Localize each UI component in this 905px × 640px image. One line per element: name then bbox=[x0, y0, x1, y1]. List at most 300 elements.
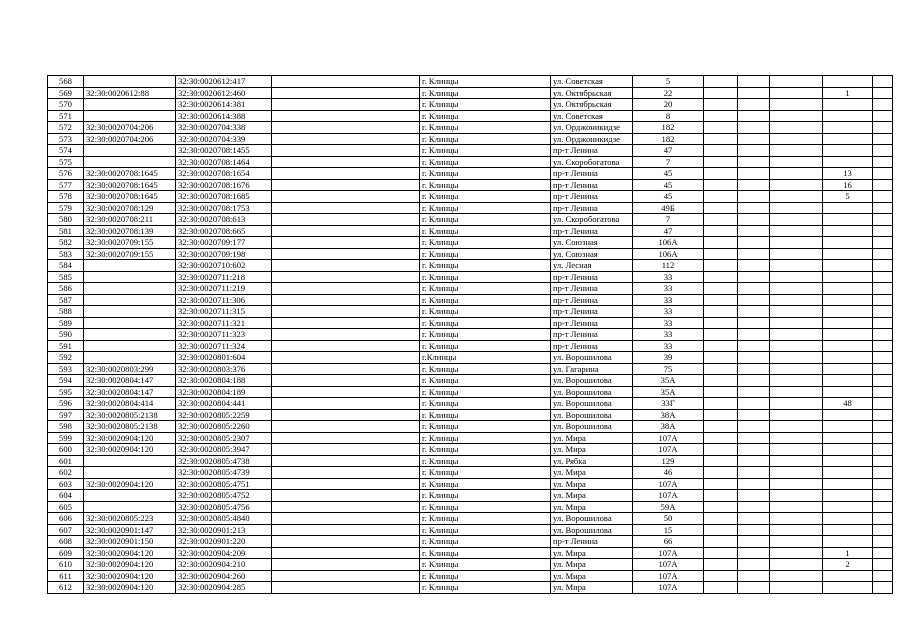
apartment-number-cell bbox=[823, 145, 873, 157]
blank-cell-cell bbox=[873, 329, 893, 341]
apartment-number-cell bbox=[823, 214, 873, 226]
city-cell: г. Клинцы bbox=[420, 237, 551, 249]
blank-cell-cell bbox=[770, 179, 823, 191]
street-cell: ул. Ворошилова bbox=[551, 398, 633, 410]
blank-cell-cell bbox=[873, 352, 893, 364]
blank-cell-cell bbox=[272, 444, 420, 456]
parent-cadastral-number-cell: 32:30:0020612:88 bbox=[84, 87, 176, 99]
city-cell: г.Клинцы bbox=[420, 352, 551, 364]
blank-cell-cell bbox=[770, 168, 823, 180]
blank-cell-cell bbox=[272, 145, 420, 157]
house-number-cell: 107А bbox=[633, 570, 704, 582]
table-row bbox=[48, 409, 893, 421]
blank-cell-cell bbox=[704, 501, 738, 513]
blank-cell-cell bbox=[272, 306, 420, 318]
blank-cell-cell bbox=[272, 168, 420, 180]
house-number-cell: 35А bbox=[633, 375, 704, 387]
blank-cell-cell bbox=[738, 87, 770, 99]
house-number-cell: 47 bbox=[633, 145, 704, 157]
house-number-cell: 20 bbox=[633, 99, 704, 111]
apartment-number-cell bbox=[823, 444, 873, 456]
city-cell: г. Клинцы bbox=[420, 110, 551, 122]
city-cell: г. Клинцы bbox=[420, 191, 551, 203]
street-cell: ул. Орджоникидзе bbox=[551, 133, 633, 145]
city-cell: г. Клинцы bbox=[420, 536, 551, 548]
street-cell: пр-т Ленина bbox=[551, 306, 633, 318]
parent-cadastral-number-cell bbox=[84, 99, 176, 111]
blank-cell-cell bbox=[738, 133, 770, 145]
table-row bbox=[48, 99, 893, 111]
blank-cell-cell bbox=[770, 524, 823, 536]
street-cell: ул. Гагарина bbox=[551, 363, 633, 375]
parent-cadastral-number-cell bbox=[84, 317, 176, 329]
row-number-cell: 582 bbox=[48, 237, 84, 249]
blank-cell-cell bbox=[738, 225, 770, 237]
cadastral-number-cell: 32:30:0020803:376 bbox=[176, 363, 272, 375]
blank-cell-cell bbox=[704, 398, 738, 410]
parent-cadastral-number-cell: 32:30:0020708:139 bbox=[84, 225, 176, 237]
cadastral-number-cell: 32:30:0020711:324 bbox=[176, 340, 272, 352]
apartment-number-cell bbox=[823, 490, 873, 502]
street-cell: ул. Ворошилова bbox=[551, 409, 633, 421]
row-number-cell: 606 bbox=[48, 513, 84, 525]
blank-cell-cell bbox=[873, 248, 893, 260]
city-cell: г. Клинцы bbox=[420, 145, 551, 157]
parent-cadastral-number-cell bbox=[84, 283, 176, 295]
blank-cell-cell bbox=[704, 202, 738, 214]
apartment-number-cell bbox=[823, 225, 873, 237]
table-row bbox=[48, 559, 893, 571]
blank-cell-cell bbox=[704, 559, 738, 571]
parent-cadastral-number-cell bbox=[84, 110, 176, 122]
house-number-cell: 15 bbox=[633, 524, 704, 536]
blank-cell-cell bbox=[770, 478, 823, 490]
parent-cadastral-number-cell: 32:30:0020708:211 bbox=[84, 214, 176, 226]
blank-cell-cell bbox=[770, 444, 823, 456]
house-number-cell: 50 bbox=[633, 513, 704, 525]
city-cell: г. Клинцы bbox=[420, 133, 551, 145]
street-cell: ул. Скоробогатова bbox=[551, 156, 633, 168]
house-number-cell: 112 bbox=[633, 260, 704, 272]
cadastral-number-cell: 32:30:0020711:321 bbox=[176, 317, 272, 329]
registry-table bbox=[47, 75, 893, 594]
table-row bbox=[48, 478, 893, 490]
street-cell: ул. Скоробогатова bbox=[551, 214, 633, 226]
table-row bbox=[48, 179, 893, 191]
cadastral-number-cell: 32:30:0020904:210 bbox=[176, 559, 272, 571]
table-row bbox=[48, 168, 893, 180]
blank-cell-cell bbox=[873, 283, 893, 295]
blank-cell-cell bbox=[272, 317, 420, 329]
blank-cell-cell bbox=[770, 202, 823, 214]
house-number-cell: 107А bbox=[633, 547, 704, 559]
blank-cell-cell bbox=[704, 191, 738, 203]
row-number-cell: 597 bbox=[48, 409, 84, 421]
blank-cell-cell bbox=[738, 179, 770, 191]
blank-cell-cell bbox=[738, 260, 770, 272]
table-row bbox=[48, 271, 893, 283]
parent-cadastral-number-cell bbox=[84, 156, 176, 168]
row-number-cell: 568 bbox=[48, 76, 84, 88]
apartment-number-cell: 2 bbox=[823, 559, 873, 571]
blank-cell-cell bbox=[272, 513, 420, 525]
blank-cell-cell bbox=[272, 202, 420, 214]
blank-cell-cell bbox=[873, 409, 893, 421]
apartment-number-cell: 1 bbox=[823, 547, 873, 559]
house-number-cell: 182 bbox=[633, 122, 704, 134]
blank-cell-cell bbox=[704, 547, 738, 559]
apartment-number-cell bbox=[823, 110, 873, 122]
row-number-cell: 595 bbox=[48, 386, 84, 398]
city-cell: г. Клинцы bbox=[420, 306, 551, 318]
blank-cell-cell bbox=[272, 455, 420, 467]
apartment-number-cell bbox=[823, 501, 873, 513]
cadastral-number-cell: 32:30:0020709:177 bbox=[176, 237, 272, 249]
apartment-number-cell bbox=[823, 467, 873, 479]
blank-cell-cell bbox=[704, 110, 738, 122]
house-number-cell: 106А bbox=[633, 237, 704, 249]
city-cell: г. Клинцы bbox=[420, 156, 551, 168]
parent-cadastral-number-cell bbox=[84, 76, 176, 88]
blank-cell-cell bbox=[738, 306, 770, 318]
apartment-number-cell bbox=[823, 340, 873, 352]
apartment-number-cell bbox=[823, 99, 873, 111]
blank-cell-cell bbox=[770, 317, 823, 329]
table-row bbox=[48, 145, 893, 157]
row-number-cell: 573 bbox=[48, 133, 84, 145]
row-number-cell: 594 bbox=[48, 375, 84, 387]
blank-cell-cell bbox=[272, 490, 420, 502]
table-row bbox=[48, 340, 893, 352]
row-number-cell: 586 bbox=[48, 283, 84, 295]
apartment-number-cell bbox=[823, 409, 873, 421]
row-number-cell: 585 bbox=[48, 271, 84, 283]
cadastral-number-cell: 32:30:0020704:339 bbox=[176, 133, 272, 145]
blank-cell-cell bbox=[770, 421, 823, 433]
city-cell: г. Клинцы bbox=[420, 214, 551, 226]
row-number-cell: 570 bbox=[48, 99, 84, 111]
blank-cell-cell bbox=[704, 432, 738, 444]
street-cell: ул. Советская bbox=[551, 110, 633, 122]
house-number-cell: 182 bbox=[633, 133, 704, 145]
blank-cell-cell bbox=[873, 524, 893, 536]
table-row bbox=[48, 582, 893, 594]
blank-cell-cell bbox=[873, 110, 893, 122]
blank-cell-cell bbox=[770, 329, 823, 341]
blank-cell-cell bbox=[873, 536, 893, 548]
row-number-cell: 572 bbox=[48, 122, 84, 134]
blank-cell-cell bbox=[873, 87, 893, 99]
blank-cell-cell bbox=[738, 432, 770, 444]
apartment-number-cell bbox=[823, 133, 873, 145]
table-row bbox=[48, 283, 893, 295]
parent-cadastral-number-cell: 32:30:0020704:206 bbox=[84, 133, 176, 145]
row-number-cell: 610 bbox=[48, 559, 84, 571]
blank-cell-cell bbox=[770, 191, 823, 203]
blank-cell-cell bbox=[738, 501, 770, 513]
blank-cell-cell bbox=[272, 421, 420, 433]
cadastral-number-cell: 32:30:0020708:1455 bbox=[176, 145, 272, 157]
street-cell: пр-т Ленина bbox=[551, 536, 633, 548]
cadastral-number-cell: 32:30:0020708:1753 bbox=[176, 202, 272, 214]
street-cell: пр-т Ленина bbox=[551, 317, 633, 329]
parent-cadastral-number-cell bbox=[84, 490, 176, 502]
blank-cell-cell bbox=[738, 156, 770, 168]
blank-cell-cell bbox=[770, 559, 823, 571]
parent-cadastral-number-cell: 32:30:0020704:206 bbox=[84, 122, 176, 134]
apartment-number-cell bbox=[823, 352, 873, 364]
apartment-number-cell bbox=[823, 524, 873, 536]
table-row bbox=[48, 421, 893, 433]
blank-cell-cell bbox=[272, 271, 420, 283]
blank-cell-cell bbox=[738, 570, 770, 582]
blank-cell-cell bbox=[873, 145, 893, 157]
blank-cell-cell bbox=[770, 283, 823, 295]
blank-cell-cell bbox=[704, 582, 738, 594]
apartment-number-cell bbox=[823, 271, 873, 283]
street-cell: ул. Октябрьская bbox=[551, 99, 633, 111]
city-cell: г. Клинцы bbox=[420, 329, 551, 341]
street-cell: ул. Союзная bbox=[551, 237, 633, 249]
blank-cell-cell bbox=[770, 409, 823, 421]
table-row bbox=[48, 237, 893, 249]
cadastral-number-cell: 32:30:0020711:219 bbox=[176, 283, 272, 295]
blank-cell-cell bbox=[770, 363, 823, 375]
table-row bbox=[48, 398, 893, 410]
row-number-cell: 581 bbox=[48, 225, 84, 237]
parent-cadastral-number-cell: 32:30:0020804:147 bbox=[84, 375, 176, 387]
blank-cell-cell bbox=[738, 214, 770, 226]
house-number-cell: 45 bbox=[633, 191, 704, 203]
parent-cadastral-number-cell bbox=[84, 306, 176, 318]
apartment-number-cell: 16 bbox=[823, 179, 873, 191]
street-cell: ул. Орджоникидзе bbox=[551, 122, 633, 134]
cadastral-number-cell: 32:30:0020904:285 bbox=[176, 582, 272, 594]
city-cell: г. Клинцы bbox=[420, 283, 551, 295]
blank-cell-cell bbox=[873, 386, 893, 398]
blank-cell-cell bbox=[770, 490, 823, 502]
cadastral-number-cell: 32:30:0020805:2260 bbox=[176, 421, 272, 433]
row-number-cell: 612 bbox=[48, 582, 84, 594]
parent-cadastral-number-cell: 32:30:0020805:223 bbox=[84, 513, 176, 525]
city-cell: г. Клинцы bbox=[420, 501, 551, 513]
blank-cell-cell bbox=[704, 524, 738, 536]
parent-cadastral-number-cell bbox=[84, 501, 176, 513]
city-cell: г. Клинцы bbox=[420, 122, 551, 134]
house-number-cell: 22 bbox=[633, 87, 704, 99]
apartment-number-cell: 5 bbox=[823, 191, 873, 203]
blank-cell-cell bbox=[873, 294, 893, 306]
cadastral-number-cell: 32:30:0020612:417 bbox=[176, 76, 272, 88]
blank-cell-cell bbox=[873, 260, 893, 272]
blank-cell-cell bbox=[704, 490, 738, 502]
blank-cell-cell bbox=[873, 317, 893, 329]
table-row bbox=[48, 570, 893, 582]
cadastral-number-cell: 32:30:0020711:315 bbox=[176, 306, 272, 318]
parent-cadastral-number-cell bbox=[84, 260, 176, 272]
blank-cell-cell bbox=[873, 375, 893, 387]
cadastral-number-cell: 32:30:0020708:1654 bbox=[176, 168, 272, 180]
city-cell: г. Клинцы bbox=[420, 260, 551, 272]
blank-cell-cell bbox=[738, 421, 770, 433]
blank-cell-cell bbox=[272, 329, 420, 341]
row-number-cell: 580 bbox=[48, 214, 84, 226]
blank-cell-cell bbox=[272, 214, 420, 226]
apartment-number-cell: 1 bbox=[823, 87, 873, 99]
blank-cell-cell bbox=[704, 179, 738, 191]
blank-cell-cell bbox=[704, 283, 738, 295]
blank-cell-cell bbox=[770, 294, 823, 306]
house-number-cell: 35А bbox=[633, 386, 704, 398]
cadastral-number-cell: 32:30:0020904:209 bbox=[176, 547, 272, 559]
blank-cell-cell bbox=[738, 386, 770, 398]
blank-cell-cell bbox=[704, 168, 738, 180]
blank-cell-cell bbox=[272, 467, 420, 479]
blank-cell-cell bbox=[272, 432, 420, 444]
blank-cell-cell bbox=[770, 156, 823, 168]
apartment-number-cell bbox=[823, 237, 873, 249]
blank-cell-cell bbox=[873, 156, 893, 168]
street-cell: ул. Рябка bbox=[551, 455, 633, 467]
apartment-number-cell bbox=[823, 329, 873, 341]
blank-cell-cell bbox=[738, 340, 770, 352]
street-cell: ул. Ворошилова bbox=[551, 352, 633, 364]
city-cell: г. Клинцы bbox=[420, 248, 551, 260]
row-number-cell: 591 bbox=[48, 340, 84, 352]
cadastral-number-cell: 32:30:0020805:4840 bbox=[176, 513, 272, 525]
street-cell: ул. Мира bbox=[551, 478, 633, 490]
house-number-cell: 33 bbox=[633, 294, 704, 306]
city-cell: г. Клинцы bbox=[420, 225, 551, 237]
blank-cell-cell bbox=[738, 398, 770, 410]
city-cell: г. Клинцы bbox=[420, 582, 551, 594]
blank-cell-cell bbox=[704, 237, 738, 249]
blank-cell-cell bbox=[770, 398, 823, 410]
blank-cell-cell bbox=[704, 156, 738, 168]
house-number-cell: 75 bbox=[633, 363, 704, 375]
apartment-number-cell bbox=[823, 317, 873, 329]
city-cell: г. Клинцы bbox=[420, 398, 551, 410]
blank-cell-cell bbox=[873, 225, 893, 237]
house-number-cell: 106А bbox=[633, 248, 704, 260]
blank-cell-cell bbox=[272, 524, 420, 536]
blank-cell-cell bbox=[704, 363, 738, 375]
parent-cadastral-number-cell: 32:30:0020904:120 bbox=[84, 432, 176, 444]
apartment-number-cell bbox=[823, 513, 873, 525]
table-row bbox=[48, 363, 893, 375]
apartment-number-cell bbox=[823, 455, 873, 467]
table-row bbox=[48, 536, 893, 548]
cadastral-number-cell: 32:30:0020704:338 bbox=[176, 122, 272, 134]
row-number-cell: 577 bbox=[48, 179, 84, 191]
blank-cell-cell bbox=[770, 306, 823, 318]
table-row bbox=[48, 386, 893, 398]
city-cell: г. Клинцы bbox=[420, 570, 551, 582]
blank-cell-cell bbox=[704, 306, 738, 318]
street-cell: ул. Октябрьская bbox=[551, 87, 633, 99]
row-number-cell: 583 bbox=[48, 248, 84, 260]
row-number-cell: 598 bbox=[48, 421, 84, 433]
city-cell: г. Клинцы bbox=[420, 386, 551, 398]
blank-cell-cell bbox=[873, 122, 893, 134]
cadastral-number-cell: 32:30:0020805:4739 bbox=[176, 467, 272, 479]
parent-cadastral-number-cell: 32:30:0020904:120 bbox=[84, 547, 176, 559]
row-number-cell: 601 bbox=[48, 455, 84, 467]
blank-cell-cell bbox=[272, 133, 420, 145]
blank-cell-cell bbox=[770, 133, 823, 145]
blank-cell-cell bbox=[873, 202, 893, 214]
house-number-cell: 33Г bbox=[633, 398, 704, 410]
house-number-cell: 38А bbox=[633, 409, 704, 421]
city-cell: г. Клинцы bbox=[420, 168, 551, 180]
blank-cell-cell bbox=[704, 375, 738, 387]
blank-cell-cell bbox=[272, 191, 420, 203]
street-cell: ул. Союзная bbox=[551, 248, 633, 260]
parent-cadastral-number-cell bbox=[84, 329, 176, 341]
table-row bbox=[48, 375, 893, 387]
blank-cell-cell bbox=[738, 76, 770, 88]
street-cell: пр-т Ленина bbox=[551, 283, 633, 295]
blank-cell-cell bbox=[770, 467, 823, 479]
blank-cell-cell bbox=[704, 409, 738, 421]
street-cell: ул. Мира bbox=[551, 559, 633, 571]
street-cell: пр-т Ленина bbox=[551, 191, 633, 203]
cadastral-number-cell: 32:30:0020805:4751 bbox=[176, 478, 272, 490]
blank-cell-cell bbox=[738, 536, 770, 548]
cadastral-number-cell: 32:30:0020805:4756 bbox=[176, 501, 272, 513]
blank-cell-cell bbox=[272, 260, 420, 272]
blank-cell-cell bbox=[873, 490, 893, 502]
row-number-cell: 576 bbox=[48, 168, 84, 180]
blank-cell-cell bbox=[873, 444, 893, 456]
blank-cell-cell bbox=[272, 283, 420, 295]
street-cell: ул. Мира bbox=[551, 501, 633, 513]
blank-cell-cell bbox=[873, 237, 893, 249]
table-row bbox=[48, 133, 893, 145]
cadastral-number-cell: 32:30:0020805:3947 bbox=[176, 444, 272, 456]
blank-cell-cell bbox=[272, 248, 420, 260]
blank-cell-cell bbox=[704, 386, 738, 398]
house-number-cell: 7 bbox=[633, 214, 704, 226]
city-cell: г. Клинцы bbox=[420, 444, 551, 456]
blank-cell-cell bbox=[704, 421, 738, 433]
blank-cell-cell bbox=[770, 432, 823, 444]
blank-cell-cell bbox=[704, 122, 738, 134]
blank-cell-cell bbox=[704, 248, 738, 260]
table-row bbox=[48, 202, 893, 214]
row-number-cell: 596 bbox=[48, 398, 84, 410]
blank-cell-cell bbox=[704, 513, 738, 525]
blank-cell-cell bbox=[873, 179, 893, 191]
apartment-number-cell bbox=[823, 386, 873, 398]
table-row bbox=[48, 248, 893, 260]
row-number-cell: 608 bbox=[48, 536, 84, 548]
blank-cell-cell bbox=[272, 340, 420, 352]
parent-cadastral-number-cell: 32:30:0020904:120 bbox=[84, 570, 176, 582]
row-number-cell: 587 bbox=[48, 294, 84, 306]
blank-cell-cell bbox=[770, 237, 823, 249]
house-number-cell: 107А bbox=[633, 444, 704, 456]
table-row bbox=[48, 501, 893, 513]
blank-cell-cell bbox=[272, 156, 420, 168]
parent-cadastral-number-cell: 32:30:0020708:1645 bbox=[84, 191, 176, 203]
blank-cell-cell bbox=[770, 582, 823, 594]
street-cell: ул. Советская bbox=[551, 76, 633, 88]
row-number-cell: 574 bbox=[48, 145, 84, 157]
parent-cadastral-number-cell: 32:30:0020904:120 bbox=[84, 559, 176, 571]
blank-cell-cell bbox=[738, 283, 770, 295]
parent-cadastral-number-cell: 32:30:0020708:1645 bbox=[84, 179, 176, 191]
